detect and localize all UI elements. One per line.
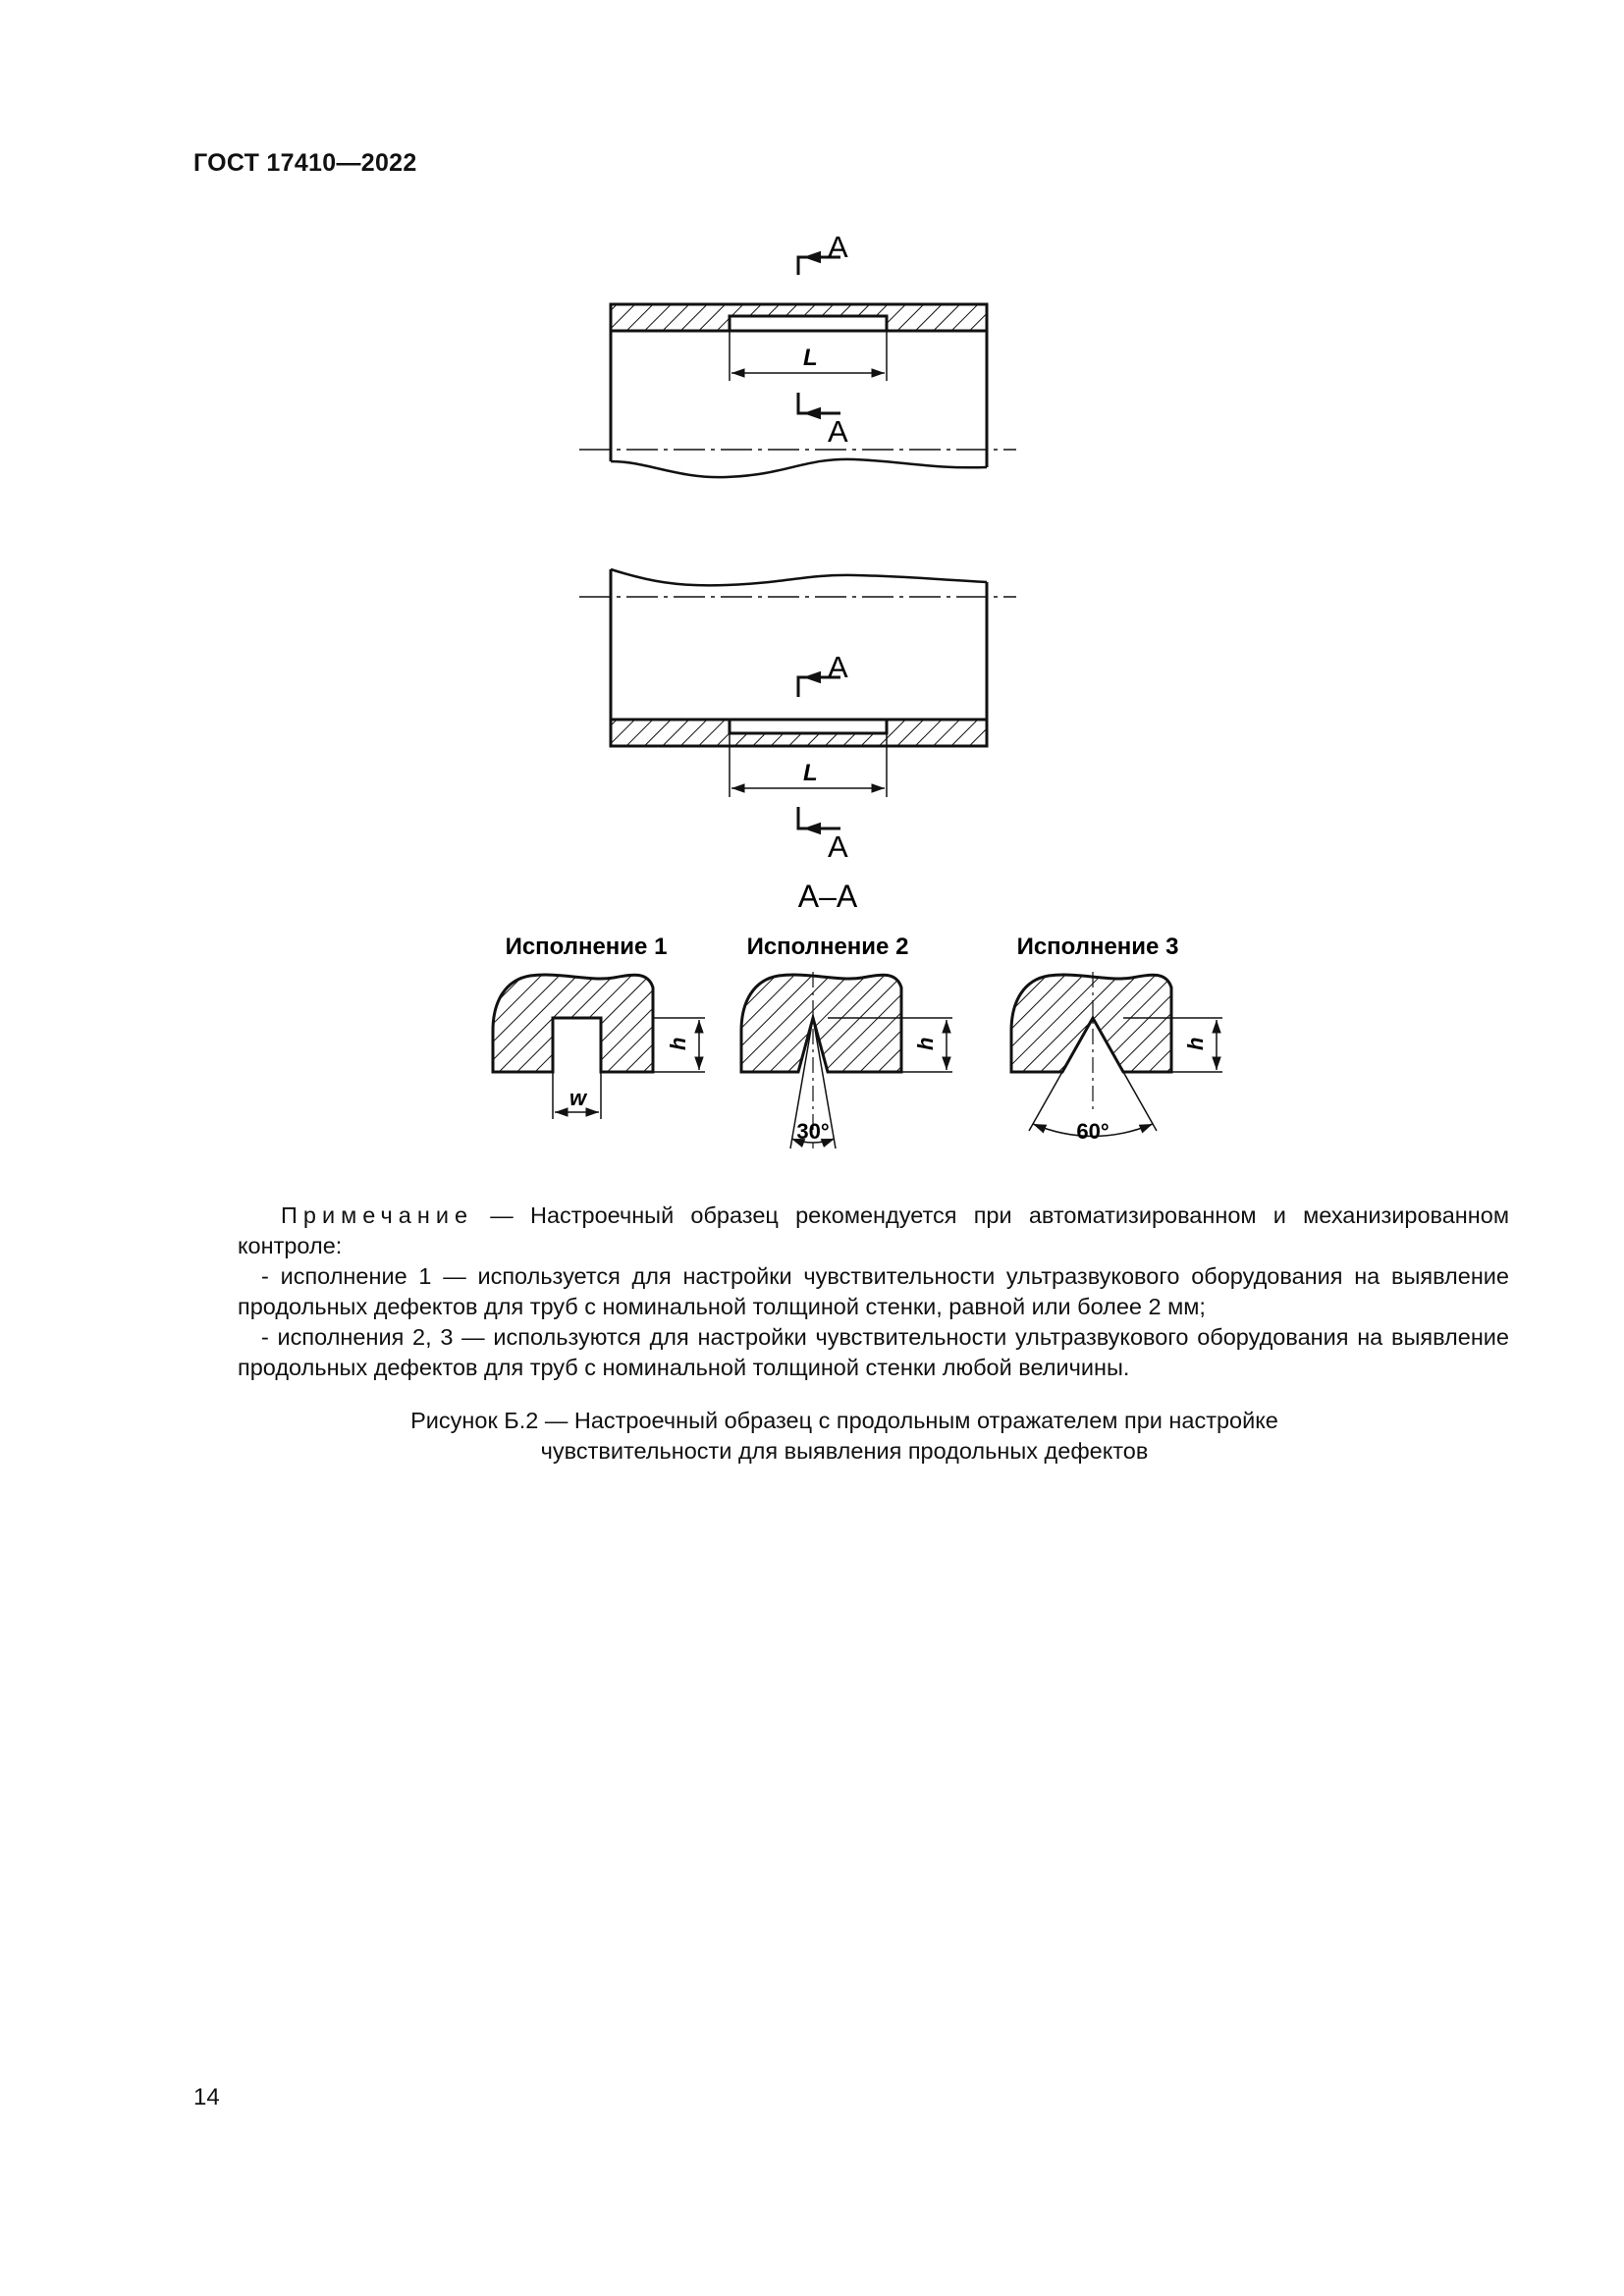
bottom-length-label: L [803, 760, 818, 786]
bottom-notch [730, 720, 887, 733]
variant-2-height-label: h [913, 1037, 938, 1050]
variant-1-body [493, 975, 653, 1072]
caption-line-1: Рисунок Б.2 — Настроечный образец с продольным отражателем при настройке [410, 1408, 1278, 1433]
note-paragraph [238, 1201, 1509, 1261]
variant-3-title: Исполнение 3 [1016, 934, 1179, 960]
section-title: A–A [797, 879, 858, 914]
variant-2-section [741, 972, 952, 1148]
caption-line-2: чувствительности для выявления продольных дефектов [540, 1438, 1149, 1464]
note-text: Настроечный образец рекомендуется при автоматизированном и механизированном контроле: [238, 1202, 1509, 1258]
bottom-section-letter-lower: A [828, 829, 848, 864]
variant-3-height-label: h [1183, 1037, 1208, 1050]
document-header: ГОСТ 17410—2022 [193, 149, 417, 177]
note-lead: Примечание [281, 1202, 474, 1228]
top-section-letter-lower: A [828, 414, 848, 449]
top-break-line [611, 459, 987, 477]
variant-1-title: Исполнение 1 [505, 934, 668, 960]
top-tube-view [579, 257, 1016, 477]
variant-2-body [741, 975, 901, 1072]
bottom-break-line [611, 569, 987, 585]
page-number: 14 [193, 2084, 220, 2110]
figure-caption [324, 1406, 1365, 1467]
variant-3-angle-label: 60° [1076, 1119, 1110, 1144]
bottom-tube-view [579, 569, 1016, 828]
variant-1-width-label: w [569, 1086, 587, 1110]
bottom-section-marker-lower [798, 807, 840, 828]
variant-2-title: Исполнение 2 [746, 934, 909, 960]
variant-3-body [1011, 975, 1171, 1072]
variant-2-angle-label: 30° [796, 1119, 830, 1144]
top-section-marker-lower [798, 393, 840, 413]
top-length-label: L [803, 345, 818, 371]
variant-3-section [1011, 972, 1222, 1137]
note-dash: — [473, 1202, 530, 1228]
note-item-1: - исполнение 1 — используется для настройки чувствительности ультразвукового оборудования на выявление продольных дефектов для труб с номинальной толщиной стенки, равной или более 2 мм; [238, 1263, 1509, 1319]
top-section-letter-upper: A [828, 230, 848, 264]
bottom-section-letter-upper: A [828, 650, 848, 684]
top-notch [730, 316, 887, 331]
variant-1-height-label: h [666, 1037, 690, 1050]
figure-note [238, 1201, 1509, 1383]
note-item-2: - исполнения 2, 3 — используются для настройки чувствительности ультразвукового оборудования на выявление продольных дефектов для труб с номинальной толщиной стенки любой величины. [238, 1324, 1509, 1380]
